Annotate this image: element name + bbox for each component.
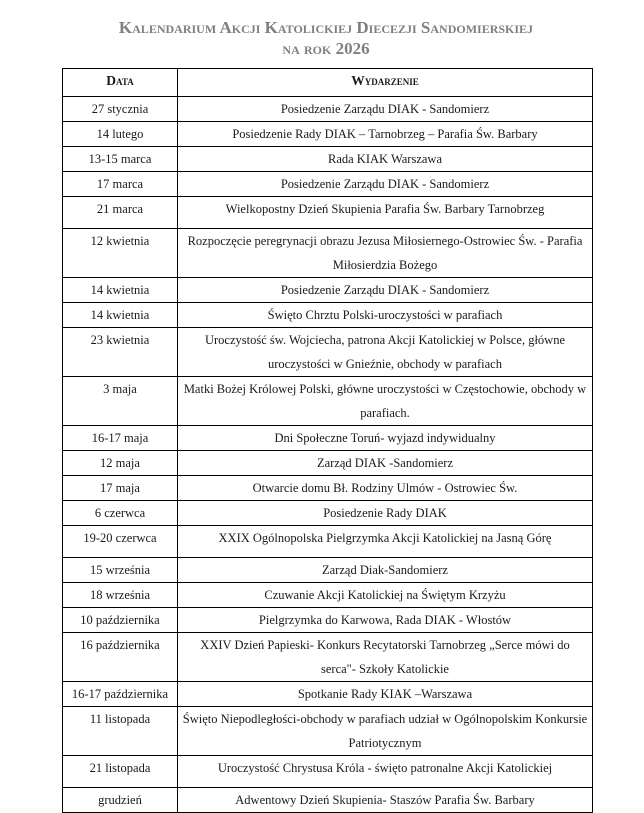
- table-row: [63, 476, 593, 501]
- column-header-event: Wydarzenie: [178, 69, 593, 97]
- event-cell: Matki Bożej Królowej Polski, główne uroczystości w Częstochowie, obchody w parafiach.: [178, 377, 593, 426]
- event-cell: Dni Społeczne Toruń- wyjazd indywidualny: [178, 426, 593, 451]
- table-row: [63, 682, 593, 707]
- table-row: [63, 197, 593, 229]
- date-cell: 17 maja: [63, 476, 178, 501]
- table-row: [63, 147, 593, 172]
- table-header-row: [63, 69, 593, 97]
- date-cell: 23 kwietnia: [63, 328, 178, 377]
- column-header-date: Data: [63, 69, 178, 97]
- date-cell: 16-17 października: [63, 682, 178, 707]
- table-row: [63, 756, 593, 788]
- event-cell: Święto Chrztu Polski-uroczystości w parafiach: [178, 303, 593, 328]
- date-cell: 15 września: [63, 558, 178, 583]
- table-row: [63, 526, 593, 558]
- event-cell: Rada KIAK Warszawa: [178, 147, 593, 172]
- date-cell: 14 kwietnia: [63, 278, 178, 303]
- event-cell: Posiedzenie Rady DIAK – Tarnobrzeg – Parafia Św. Barbary: [178, 122, 593, 147]
- event-cell: Posiedzenie Zarządu DIAK - Sandomierz: [178, 278, 593, 303]
- date-cell: grudzień: [63, 788, 178, 813]
- table-row: [63, 501, 593, 526]
- date-cell: 19-20 czerwca: [63, 526, 178, 558]
- event-cell: Pielgrzymka do Karwowa, Rada DIAK - Włostów: [178, 608, 593, 633]
- document-subtitle: na rok 2026: [282, 39, 370, 58]
- date-cell: 17 marca: [63, 172, 178, 197]
- date-cell: 14 lutego: [63, 122, 178, 147]
- event-cell: Posiedzenie Zarządu DIAK - Sandomierz: [178, 97, 593, 122]
- event-cell: Wielkopostny Dzień Skupienia Parafia Św. Barbary Tarnobrzeg: [178, 197, 593, 229]
- date-cell: 12 maja: [63, 451, 178, 476]
- document-title: Kalendarium Akcji Katolickiej Diecezji Sandomierskiej: [118, 18, 534, 37]
- date-cell: 16-17 maja: [63, 426, 178, 451]
- date-cell: 14 kwietnia: [63, 303, 178, 328]
- event-cell: Posiedzenie Rady DIAK: [178, 501, 593, 526]
- table-row: [63, 583, 593, 608]
- table-row: [63, 426, 593, 451]
- table-row: [63, 97, 593, 122]
- date-cell: 11 listopada: [63, 707, 178, 756]
- date-cell: 3 maja: [63, 377, 178, 426]
- table-row: [63, 451, 593, 476]
- date-cell: 27 stycznia: [63, 97, 178, 122]
- table-row: [63, 122, 593, 147]
- date-cell: 12 kwietnia: [63, 229, 178, 278]
- table-row: [63, 788, 593, 813]
- table-row: [63, 328, 593, 377]
- table-row: [63, 633, 593, 682]
- event-cell: Uroczystość św. Wojciecha, patrona Akcji Katolickiej w Polsce, główne uroczystości w Gnieźnie, obchody w parafiach: [178, 328, 593, 377]
- event-cell: Czuwanie Akcji Katolickiej na Świętym Krzyżu: [178, 583, 593, 608]
- event-cell: Posiedzenie Zarządu DIAK - Sandomierz: [178, 172, 593, 197]
- table-row: [63, 558, 593, 583]
- event-cell: Zarząd Diak-Sandomierz: [178, 558, 593, 583]
- event-cell: Otwarcie domu Bł. Rodziny Ulmów - Ostrowiec Św.: [178, 476, 593, 501]
- date-cell: 21 listopada: [63, 756, 178, 788]
- event-cell: Rozpoczęcie peregrynacji obrazu Jezusa Miłosiernego-Ostrowiec Św. - Parafia Miłosierdzia Bożego: [178, 229, 593, 278]
- event-cell: Święto Niepodległości-obchody w parafiach udział w Ogólnopolskim Konkursie Patriotycznym: [178, 707, 593, 756]
- event-cell: Uroczystość Chrystusa Króla - święto patronalne Akcji Katolickiej: [178, 756, 593, 788]
- table-row: [63, 377, 593, 426]
- date-cell: 13-15 marca: [63, 147, 178, 172]
- table-row: [63, 229, 593, 278]
- table-row: [63, 303, 593, 328]
- date-cell: 16 października: [63, 633, 178, 682]
- event-cell: Adwentowy Dzień Skupienia- Staszów Parafia Św. Barbary: [178, 788, 593, 813]
- table-row: [63, 172, 593, 197]
- date-cell: 10 października: [63, 608, 178, 633]
- event-cell: XXIV Dzień Papieski- Konkurs Recytatorski Tarnobrzeg „Serce mówi do serca"- Szkoły Katolickie: [178, 633, 593, 682]
- event-cell: Spotkanie Rady KIAK –Warszawa: [178, 682, 593, 707]
- table-row: [63, 707, 593, 756]
- date-cell: 6 czerwca: [63, 501, 178, 526]
- event-cell: Zarząd DIAK -Sandomierz: [178, 451, 593, 476]
- table-row: [63, 608, 593, 633]
- calendar-table: [62, 68, 593, 813]
- event-cell: XXIX Ogólnopolska Pielgrzymka Akcji Katolickiej na Jasną Górę: [178, 526, 593, 558]
- date-cell: 21 marca: [63, 197, 178, 229]
- table-row: [63, 278, 593, 303]
- date-cell: 18 września: [63, 583, 178, 608]
